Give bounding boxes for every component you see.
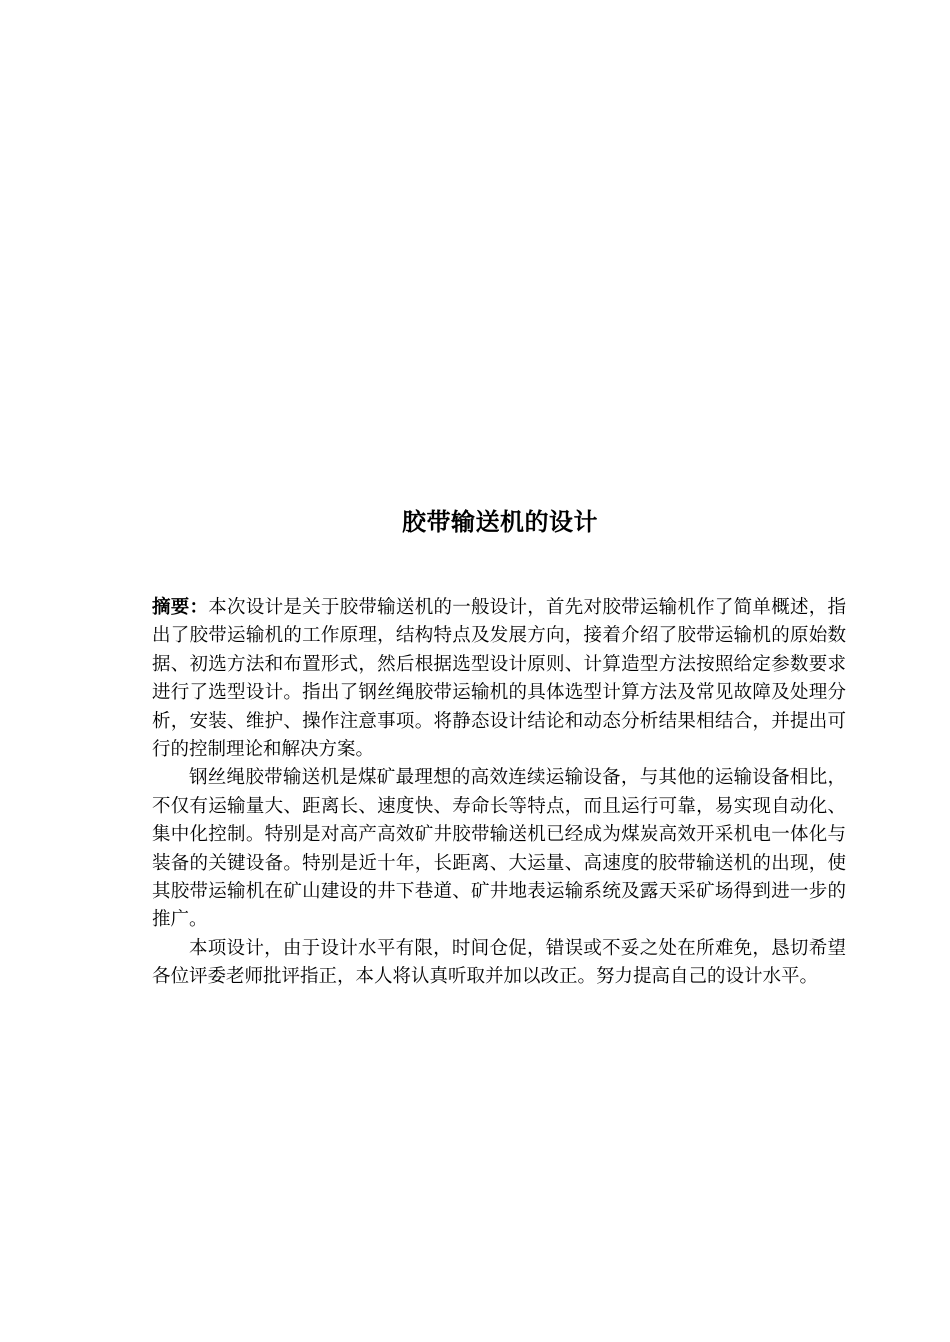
body-paragraph-conveyor: 钢丝绳胶带输送机是煤矿最理想的高效连续运输设备，与其他的运输设备相比，不仅有运输量大、距离长、速度快、寿命长等特点，而且运行可靠，易实现自动化、集中化控制。特别是对高产高效矿井胶带输送机已经成为煤炭高效开采机电一体化与装备的关键设备。特别是近十年，长距离、大运量、高速度的胶带输送机的出现，使其胶带运输机在矿山建设的井下巷道、矿井地表运输系统及露天采矿场得到进一步的推广。: [152, 767, 846, 931]
abstract-text: 本次设计是关于胶带输送机的一般设计，首先对胶带运输机作了简单概述，指出了胶带运输机的工作原理，结构特点及发展方向，接着介绍了胶带运输机的原始数据、初选方法和布置形式，然后根据选型设计原则、计算造型方法按照给定参数要求进行了选型设计。指出了钢丝绳胶带运输机的具体选型计算方法及常见故障及处理分析，安装、维护、操作注意事项。将静态设计结论和动态分析结果相结合，并提出可行的控制理论和解决方案。: [152, 597, 846, 761]
document-title: 胶带输送机的设计: [402, 508, 598, 536]
body-paragraph-closing: 本项设计，由于设计水平有限，时间仓促，错误或不妥之处在所难免，恳切希望各位评委老师批评指正，本人将认真听取并加以改正。努力提高自己的设计水平。: [152, 937, 846, 988]
abstract-label: 摘要：: [152, 597, 209, 618]
abstract-section: [152, 594, 846, 992]
abstract-paragraph: [152, 594, 846, 764]
